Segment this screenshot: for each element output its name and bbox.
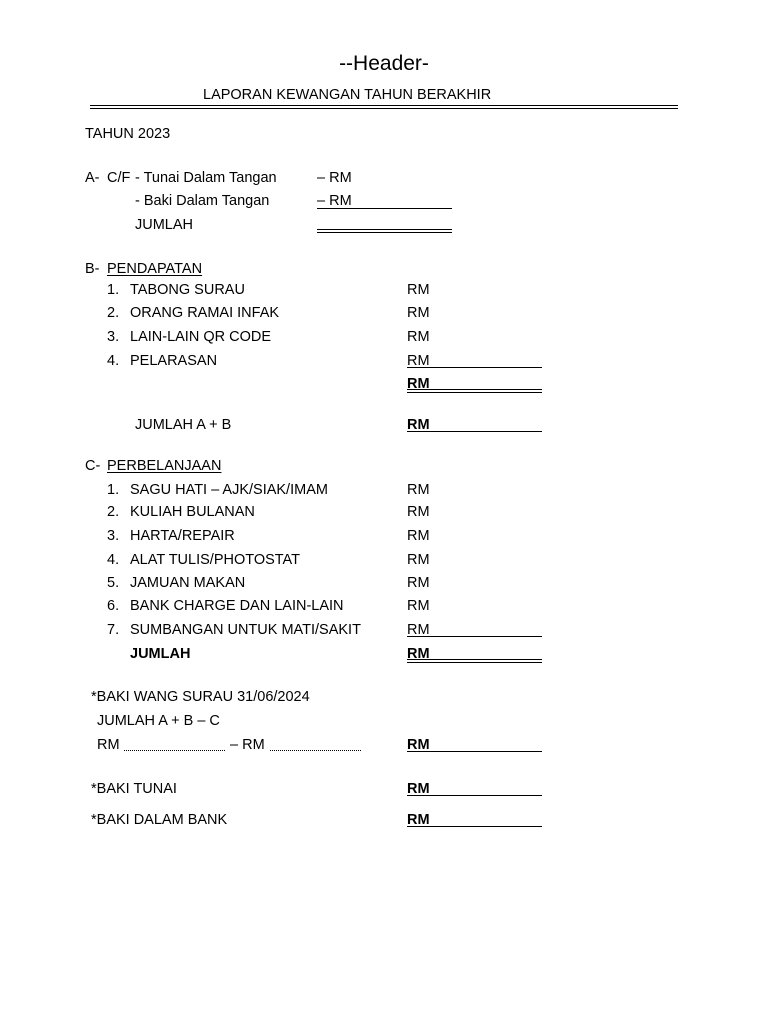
report-title: LAPORAN KEWANGAN TAHUN BERAKHIR — [203, 87, 492, 103]
expense-num: 2. — [107, 504, 120, 520]
section-a-balance-rm: – RM — [317, 193, 352, 209]
income-label: ORANG RAMAI INFAK — [130, 305, 280, 321]
expense-underline — [407, 636, 542, 637]
expense-label: KULIAH BULANAN — [130, 504, 255, 520]
bank-balance-rm: RM — [407, 812, 430, 828]
balance-left-blank — [124, 750, 225, 751]
expense-rm: RM — [407, 598, 430, 614]
income-num: 1. — [107, 282, 120, 298]
balance-minus-rm: – RM — [230, 737, 265, 753]
section-a-total-line — [317, 229, 452, 233]
expense-num: 3. — [107, 528, 120, 544]
section-a-total-label: JUMLAH — [135, 217, 194, 233]
total-a-b-rm: RM — [407, 417, 430, 433]
balance-result-rm: RM — [407, 737, 430, 753]
income-subtotal-rm: RM — [407, 376, 430, 392]
expense-label: BANK CHARGE DAN LAIN-LAIN — [130, 598, 344, 614]
bank-balance-line — [407, 826, 542, 827]
balance-formula: JUMLAH A + B – C — [97, 713, 220, 729]
income-label: LAIN-LAIN QR CODE — [130, 329, 271, 345]
income-subtotal-line — [407, 389, 542, 393]
balance-title: *BAKI WANG SURAU 31/06/2024 — [91, 689, 310, 705]
expense-rm: RM — [407, 552, 430, 568]
section-b-marker: B- — [85, 261, 100, 277]
expense-rm: RM — [407, 575, 430, 591]
cash-balance-label: *BAKI TUNAI — [91, 781, 177, 797]
cash-balance-rm: RM — [407, 781, 430, 797]
expense-num: 1. — [107, 482, 120, 498]
section-a-cash-label: - Tunai Dalam Tangan — [135, 170, 277, 186]
expense-rm: RM — [407, 622, 430, 638]
bank-balance-label: *BAKI DALAM BANK — [91, 812, 228, 828]
balance-right-blank — [270, 750, 361, 751]
section-a-marker: A- — [85, 170, 100, 186]
expense-rm: RM — [407, 504, 430, 520]
section-c-marker: C- — [85, 458, 101, 474]
total-a-b-line — [407, 431, 542, 432]
income-label: PELARASAN — [130, 353, 218, 369]
expense-num: 7. — [107, 622, 120, 638]
expense-total-line — [407, 659, 542, 663]
cash-balance-line — [407, 795, 542, 796]
expense-total-label: JUMLAH — [130, 646, 191, 662]
total-a-b-label: JUMLAH A + B — [135, 417, 232, 433]
section-a-rm-underline — [317, 208, 452, 209]
income-rm: RM — [407, 329, 430, 345]
expense-rm: RM — [407, 528, 430, 544]
balance-left-rm: RM — [97, 737, 120, 753]
expense-label: SAGU HATI – AJK/SIAK/IMAM — [130, 482, 328, 498]
income-label: TABONG SURAU — [130, 282, 245, 298]
document-header: --Header- — [339, 52, 429, 75]
section-a-cf: C/F — [107, 170, 131, 186]
expense-label: ALAT TULIS/PHOTOSTAT — [130, 552, 301, 568]
year-heading: TAHUN 2023 — [85, 126, 171, 142]
expense-num: 4. — [107, 552, 120, 568]
income-num: 2. — [107, 305, 120, 321]
section-b-title: PENDAPATAN — [107, 261, 203, 277]
expense-num: 6. — [107, 598, 120, 614]
expense-num: 5. — [107, 575, 120, 591]
balance-result-line — [407, 751, 542, 752]
section-a-balance-label: - Baki Dalam Tangan — [135, 193, 270, 209]
expense-label: JAMUAN MAKAN — [130, 575, 246, 591]
title-rule-bottom — [90, 108, 678, 109]
expense-rm: RM — [407, 482, 430, 498]
income-rm: RM — [407, 282, 430, 298]
section-a-cash-rm: – RM — [317, 170, 352, 186]
income-underline — [407, 367, 542, 368]
income-num: 4. — [107, 353, 120, 369]
section-c-title: PERBELANJAAN — [107, 458, 222, 474]
expense-total-rm: RM — [407, 646, 430, 662]
expense-label: SUMBANGAN UNTUK MATI/SAKIT — [130, 622, 361, 638]
title-rule-top — [90, 105, 678, 106]
income-num: 3. — [107, 329, 120, 345]
income-rm: RM — [407, 305, 430, 321]
expense-label: HARTA/REPAIR — [130, 528, 235, 544]
income-rm: RM — [407, 353, 430, 369]
